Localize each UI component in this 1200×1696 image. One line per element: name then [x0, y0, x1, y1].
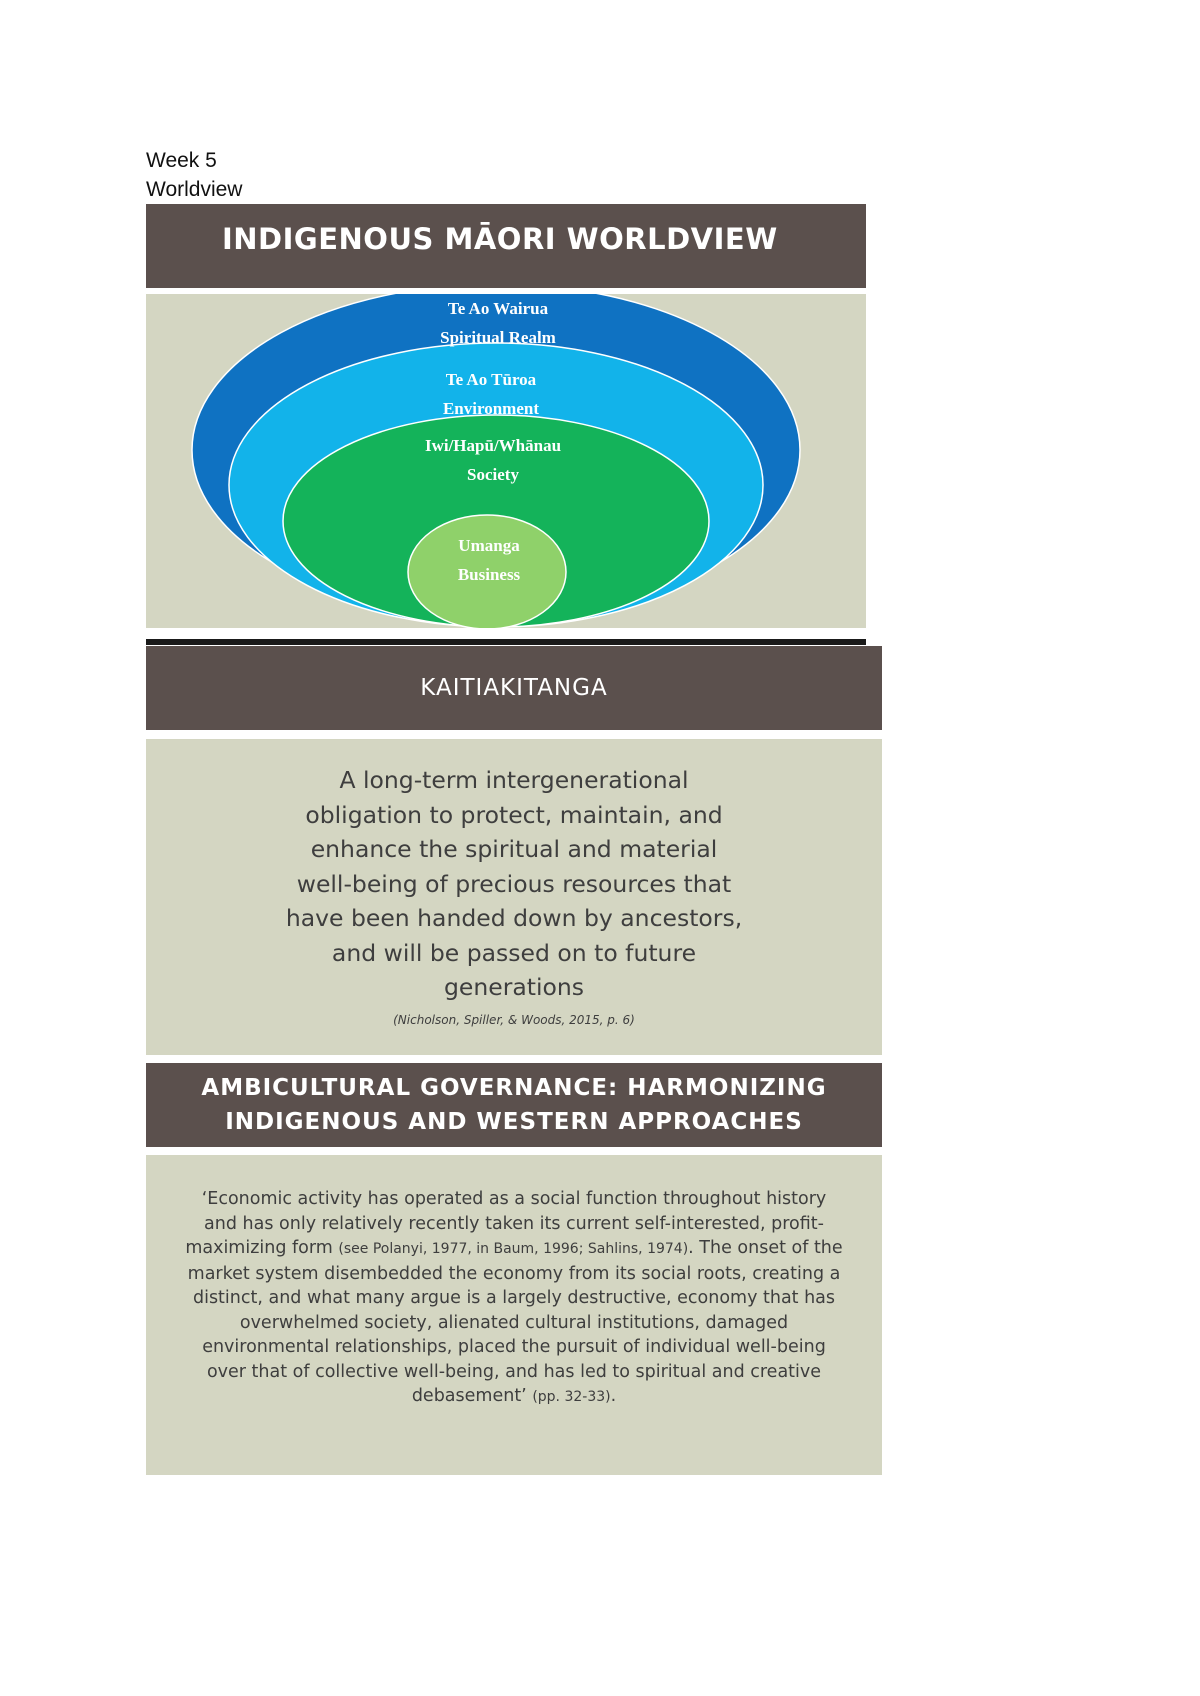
quote-reference: (see Polanyi, 1977, in Baum, 1996; Sahlins, 1974)	[338, 1241, 689, 1257]
kaitiakitanga-panel	[146, 739, 882, 1055]
ambicultural-quote	[184, 1187, 844, 1410]
topic-label: Worldview	[146, 178, 243, 201]
definition-line: and will be passed on to future	[331, 938, 697, 967]
quote-end: .	[610, 1386, 617, 1406]
definition-line: well-being of precious resources that	[296, 869, 732, 898]
spiritual-realm-english-label: Spiritual Realm	[440, 328, 556, 347]
ambicultural-title-line2: INDIGENOUS AND WESTERN APPROACHES	[225, 1109, 803, 1135]
spiritual-realm-maori-label: Te Ao Wairua	[447, 299, 549, 318]
society-maori-label: Iwi/Hapū/Whānau	[424, 436, 562, 455]
definition-line: obligation to protect, maintain, and	[305, 800, 723, 829]
worldview-title: INDIGENOUS MĀORI WORLDVIEW	[146, 204, 866, 288]
ambicultural-title-line1: AMBICULTURAL GOVERNANCE: HARMONIZING	[201, 1075, 827, 1101]
ambicultural-panel	[146, 1155, 882, 1475]
definition-line: have been handed down by ancestors,	[285, 904, 743, 932]
definition-line: enhance the spiritual and material	[310, 835, 718, 863]
worldview-diagram	[146, 294, 866, 628]
business-english-label: Business	[457, 565, 521, 584]
kaitiakitanga-definition	[254, 763, 774, 1005]
business-maori-label: Umanga	[458, 536, 520, 555]
environment-maori-label: Te Ao Tūroa	[445, 370, 537, 389]
quote-text: ‘Economic activity has operated as a social function throughout history and has only relatively recently taken its current self-interested, profit-maximizing form	[185, 1189, 827, 1258]
quote-page-reference: (pp. 32-33)	[532, 1389, 611, 1405]
kaitiakitanga-title: KAITIAKITANGA	[146, 646, 882, 730]
kaitiakitanga-citation: (Nicholson, Spiller, & Woods, 2015, p. 6)	[393, 1012, 635, 1027]
ambicultural-title	[146, 1063, 882, 1147]
definition-line: A long-term intergenerational	[339, 766, 689, 794]
worldview-diagram-panel	[146, 294, 866, 628]
environment-english-label: Environment	[442, 399, 540, 418]
quote-text: . The onset of the market system disembedded the economy from its social roots, creating a distinct, and what many argue is a largely destructive, economy that has overwhelmed society, alienated cultural institutions, damaged environmental relationships, placed the pursuit of individual well-being over that of collective well-being, and has led to spiritual and creative debasement’	[187, 1238, 843, 1406]
definition-line: generations	[443, 973, 585, 1001]
week-label: Week 5	[146, 149, 217, 172]
society-english-label: Society	[467, 465, 519, 484]
section-divider	[146, 639, 866, 645]
